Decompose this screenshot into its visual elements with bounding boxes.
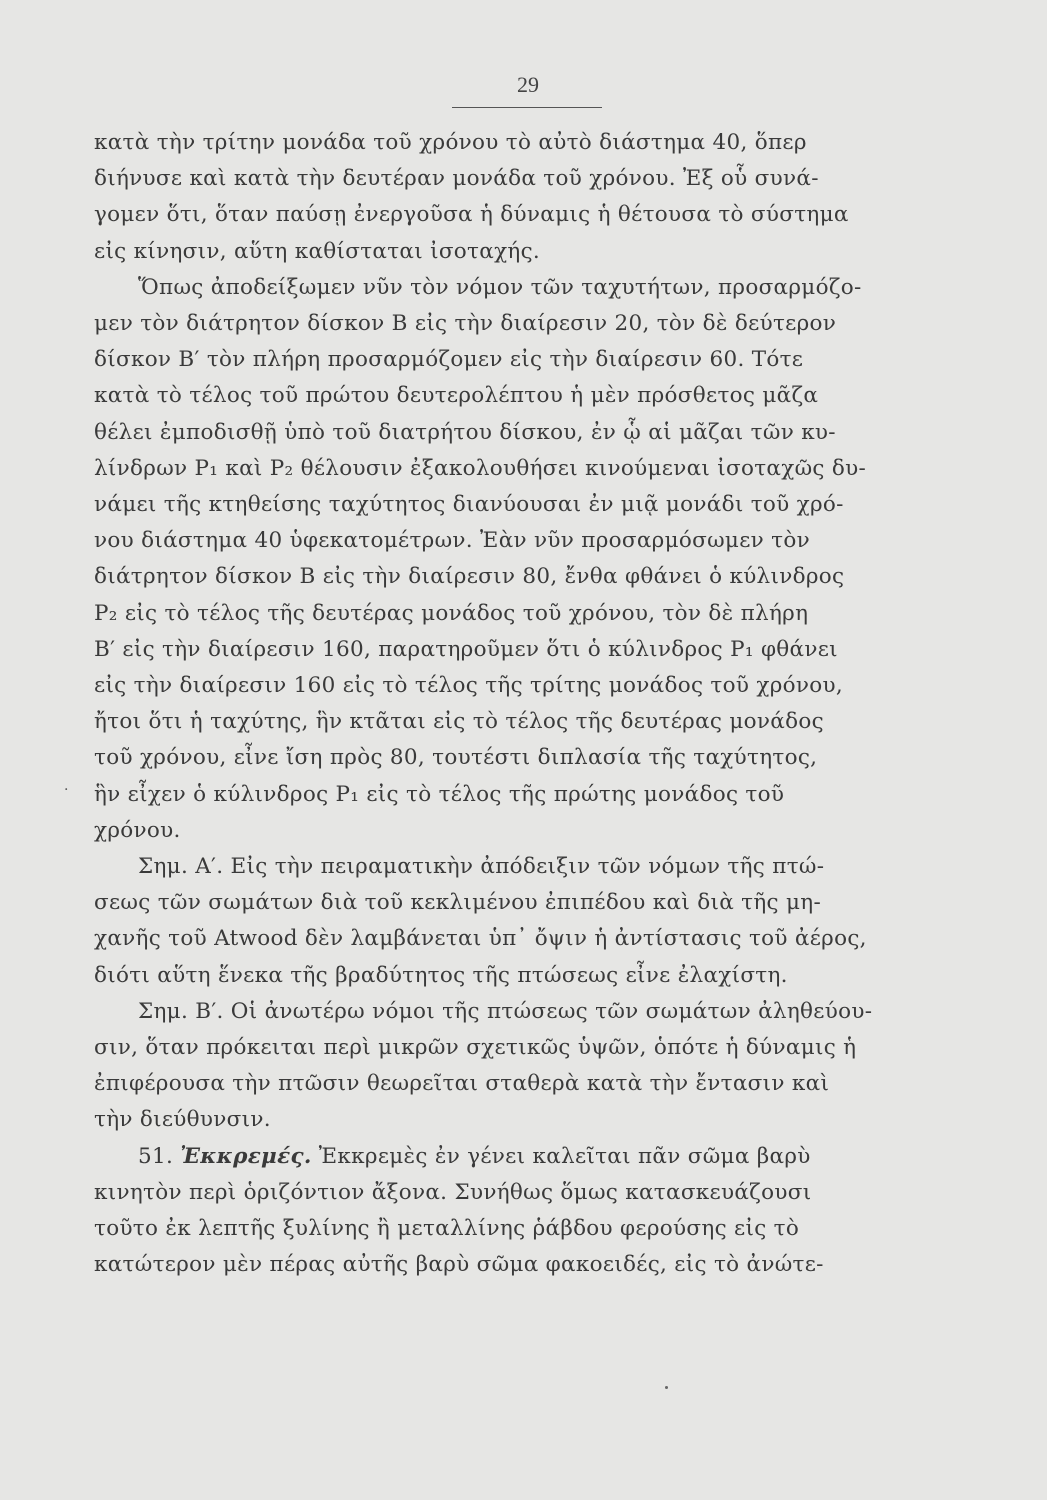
text-line: σεως τῶν σωμάτων διὰ τοῦ κεκλιμένου ἐπιπέδου καὶ διὰ τῆς μη- [94, 890, 822, 916]
text-line: ἣν εἶχεν ὁ κύλινδρος P₁ εἰς τὸ τέλος τῆς πρώτης μονάδος τοῦ [94, 781, 785, 807]
text-line: διάτρητον δίσκον Β εἰς τὴν διαίρεσιν 80, ἔνθα φθάνει ὁ κύλινδρος [94, 564, 845, 590]
text-line: ἐπιφέρουσα τὴν πτῶσιν θεωρεῖται σταθερὰ κατὰ τὴν ἔντασιν καὶ [94, 1071, 830, 1097]
text-line: σιν, ὅταν πρόκειται περὶ μικρῶν σχετικῶς ὑψῶν, ὁπότε ἡ δύναμις ἡ [94, 1035, 857, 1061]
note-b-line: Σημ. Β′. Οἱ ἀνωτέρω νόμοι τῆς πτώσεως τῶν σωμάτων ἀληθεύου- [138, 998, 873, 1024]
note-a-line: Σημ. Α′. Εἰς τὴν πειραματικὴν ἀπόδειξιν τῶν νόμων τῆς πτώ- [138, 854, 825, 880]
text-line: κινητὸν περὶ ὁριζόντιον ἄξονα. Συνήθως ὅμως κατασκευάζουσι [94, 1179, 812, 1205]
text-line: νου διάστημα 40 ὑφεκατομέτρων. Ἐὰν νῦν προσαρμόσωμεν τὸν [94, 528, 810, 554]
page-number: 29 [517, 72, 539, 97]
text-line: Ὅπως ἀποδείξωμεν νῦν τὸν νόμον τῶν ταχυτήτων, προσαρμόζο- [138, 274, 862, 300]
text-line: μεν τὸν διάτρητον δίσκον Β εἰς τὴν διαίρεσιν 20, τὸν δὲ δεύτερον [94, 311, 837, 337]
text-line: τὴν διεύθυνσιν. [94, 1107, 271, 1133]
text-line: κατὰ τὴν τρίτην μονάδα τοῦ χρόνου τὸ αὐτὸ διάστημα 40, ὅπερ [94, 130, 807, 155]
text-line: νάμει τῆς κτηθείσης ταχύτητος διανύουσαι ἐν μιᾷ μονάδι τοῦ χρό- [94, 492, 844, 518]
text-line: χρόνου. [94, 817, 181, 843]
text-line: P₂ εἰς τὸ τέλος τῆς δευτέρας μονάδος τοῦ χρόνου, τὸν δὲ πλήρη [94, 600, 809, 626]
body-text [94, 125, 964, 1284]
text-line: θέλει ἐμποδισθῇ ὑπὸ τοῦ διατρήτου δίσκου, ἐν ᾧ αἱ μᾶζαι τῶν κυ- [94, 419, 836, 445]
header-rule [452, 107, 602, 108]
section-number: 51. [138, 1143, 174, 1169]
text-line: κατώτερον μὲν πέρας αὐτῆς βαρὺ σῶμα φακοειδές, εἰς τὸ ἀνώτε- [94, 1252, 824, 1278]
text-line: τοῦτο ἐκ λεπτῆς ξυλίνης ἢ μεταλλίνης ῥάβδου φερούσης εἰς τὸ [94, 1216, 800, 1242]
text-line: γομεν ὅτι, ὅταν παύσῃ ἐνεργοῦσα ἡ δύναμις ἡ θέτουσα τὸ σύστημα [94, 202, 849, 228]
text-line: Β′ εἰς τὴν διαίρεσιν 160, παρατηροῦμεν ὅτι ὁ κύλινδρος P₁ φθάνει [94, 636, 838, 662]
section-51-line [94, 1139, 964, 1175]
text-line: εἰς τὴν διαίρεσιν 160 εἰς τὸ τέλος τῆς τρίτης μονάδος τοῦ χρόνου, [94, 673, 844, 699]
paper-speck [665, 1386, 668, 1389]
text-line: δίσκον Β′ τὸν πλήρη προσαρμόζομεν εἰς τὴν διαίρεσιν 60. Τότε [94, 347, 804, 373]
text-line: κατὰ τὸ τέλος τοῦ πρώτου δευτερολέπτου ἡ μὲν πρόσθετος μᾶζα [94, 383, 819, 409]
text-line: λίνδρων P₁ καὶ P₂ θέλουσιν ἐξακολουθήσει κινούμεναι ἰσοταχῶς δυ- [94, 455, 867, 481]
section-heading: Ἐκκρεμές. [180, 1143, 312, 1169]
text-line: Ἐκκρεμὲς ἐν γένει καλεῖται πᾶν σῶμα βαρὺ [318, 1143, 811, 1169]
text-line: τοῦ χρόνου, εἶνε ἴση πρὸς 80, τουτέστι διπλασία τῆς ταχύτητος, [94, 745, 818, 771]
text-line: εἰς κίνησιν, αὕτη καθίσταται ἰσοταχής. [94, 238, 541, 264]
text-line: ἤτοι ὅτι ἡ ταχύτης, ἣν κτᾶται εἰς τὸ τέλος τῆς δευτέρας μονάδος [94, 709, 824, 735]
text-line: διότι αὕτη ἕνεκα τῆς βραδύτητος τῆς πτώσεως εἶνε ἐλαχίστη. [94, 962, 788, 988]
text-line: διήνυσε καὶ κατὰ τὴν δευτέραν μονάδα τοῦ χρόνου. Ἐξ οὗ συνά- [94, 166, 819, 192]
text-line: χανῆς τοῦ Atwood δὲν λαμβάνεται ὑπ᾽ ὄψιν ἡ ἀντίστασις τοῦ ἀέρος, [94, 926, 867, 952]
margin-mark: · [64, 782, 69, 798]
